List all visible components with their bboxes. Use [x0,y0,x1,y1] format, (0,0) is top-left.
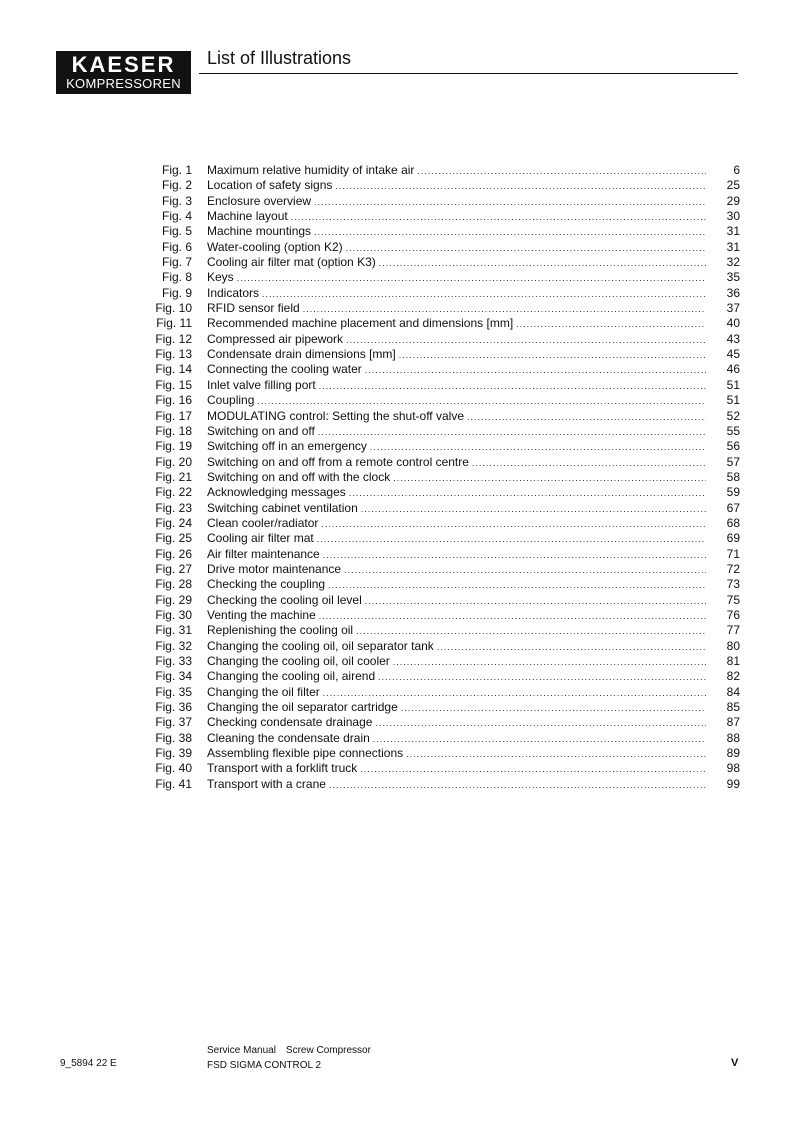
dot-leader [370,440,706,455]
figure-title: Maximum relative humidity of intake air [207,163,415,177]
figure-label: Fig. 14 [155,362,192,377]
figure-page-number: 51 [726,377,740,392]
figure-title-wrap [207,501,706,517]
figure-title-wrap [207,301,706,317]
dot-leader [319,609,706,624]
figure-page-number: 43 [726,331,740,346]
figure-title: Checking condensate drainage [207,715,373,730]
toc-entry[interactable] [140,485,740,500]
figure-title: Checking the cooling oil level [207,592,362,607]
illustrations-list [140,163,740,792]
dot-leader [417,164,706,179]
dot-leader [393,655,706,670]
document-number: 9_5894 22 E [60,1058,117,1069]
figure-label: Fig. 30 [155,607,192,622]
toc-entry[interactable] [140,424,740,439]
figure-page-number: 87 [726,715,740,730]
figure-page-number: 57 [726,454,740,469]
dot-leader [314,225,706,240]
toc-entry[interactable] [140,593,740,608]
figure-title-wrap [207,255,706,271]
figure-title-wrap [207,639,706,655]
figure-page-number: 58 [726,469,740,484]
figure-page-number: 51 [726,393,740,408]
dot-leader [349,486,706,501]
figure-title-wrap [207,761,706,777]
figure-page-number: 25 [726,178,740,193]
figure-title: MODULATING control: Setting the shut-off valve [207,408,464,423]
figure-title-wrap [207,209,706,225]
figure-title: Recommended machine placement and dimensions [mm] [207,316,514,331]
figure-page-number: 29 [726,193,740,208]
figure-title: Drive motor maintenance [207,561,342,576]
figure-title-wrap [207,332,706,348]
toc-entry[interactable] [140,531,740,546]
figure-title-wrap [207,777,706,793]
figure-page-number: 56 [726,439,740,454]
figure-title-wrap [207,485,706,501]
figure-label: Fig. 22 [155,485,192,500]
figure-title: Switching on and off from a remote control centre [207,454,469,469]
figure-title-wrap [207,455,706,471]
manual-type: Service Manual [207,1045,276,1056]
figure-page-number: 72 [726,561,740,576]
figure-label: Fig. 10 [155,301,192,316]
toc-entry[interactable] [140,715,740,730]
figure-title: Changing the cooling oil, airend [207,669,376,684]
figure-label: Fig. 9 [161,285,192,300]
figure-label: Fig. 2 [161,178,192,193]
figure-label: Fig. 41 [155,776,192,791]
dot-leader [467,410,706,425]
figure-page-number: 46 [726,362,740,377]
figure-title-wrap [207,685,706,701]
figure-label: Fig. 40 [155,761,192,776]
kaeser-logo [56,51,191,94]
toc-entry[interactable] [140,409,740,424]
figure-label: Fig. 17 [155,408,192,423]
figure-title: Coupling [207,393,255,408]
toc-entry[interactable] [140,654,740,669]
figure-title: Cooling air filter mat [207,531,314,546]
figure-label: Fig. 11 [156,316,192,331]
toc-entry[interactable] [140,501,740,516]
dot-leader [360,762,706,777]
toc-entry[interactable] [140,163,740,178]
figure-title-wrap [207,178,706,194]
dot-leader [346,333,706,348]
toc-entry[interactable] [140,209,740,224]
dot-leader [262,287,706,302]
figure-title-wrap [207,669,706,685]
figure-label: Fig. 23 [155,500,192,515]
figure-label: Fig. 36 [155,700,192,715]
figure-label: Fig. 19 [155,439,192,454]
figure-title-wrap [207,593,706,609]
dot-leader [346,241,706,256]
figure-label: Fig. 38 [155,730,192,745]
figure-label: Fig. 13 [155,347,192,362]
figure-page-number: 75 [726,592,740,607]
toc-entry[interactable] [140,761,740,776]
figure-page-number: 40 [726,316,740,331]
toc-entry[interactable] [140,286,740,301]
figure-title-wrap [207,746,706,762]
dot-leader [361,502,706,517]
figure-title-wrap [207,163,706,179]
figure-title-wrap [207,470,706,486]
toc-entry[interactable] [140,393,740,408]
figure-title: Replenishing the cooling oil [207,623,354,638]
figure-title: Enclosure overview [207,193,312,208]
toc-entry[interactable] [140,516,740,531]
figure-page-number: 36 [726,285,740,300]
dot-leader [406,747,706,762]
figure-label: Fig. 33 [155,654,192,668]
figure-label: Fig. 18 [155,423,192,438]
figure-label: Fig. 6 [161,239,192,254]
toc-entry[interactable] [140,685,740,700]
figure-title-wrap [207,194,706,210]
dot-leader [318,425,706,440]
figure-title-wrap [207,424,706,440]
figure-title: Machine layout [207,209,288,224]
title-divider [199,73,738,74]
figure-page-number: 35 [726,270,740,285]
dot-leader [323,686,706,701]
figure-page-number: 98 [726,761,740,776]
figure-page-number: 71 [726,546,740,561]
figure-label: Fig. 34 [155,669,192,684]
figure-label: Fig. 26 [155,546,192,561]
toc-entry[interactable] [140,639,740,654]
toc-entry[interactable] [140,332,740,347]
figure-title-wrap [207,347,706,363]
figure-title-wrap [207,439,706,455]
toc-entry[interactable] [140,455,740,470]
figure-title: Condensate drain dimensions [mm] [207,347,396,362]
figure-page-number: 55 [726,423,740,438]
toc-entry[interactable] [140,270,740,285]
figure-label: Fig. 7 [161,255,192,270]
toc-entry[interactable] [140,224,740,239]
figure-title-wrap [207,240,706,256]
figure-title: Indicators [207,285,260,300]
toc-entry[interactable] [140,547,740,562]
dot-leader [516,317,706,332]
figure-title: Clean cooler/radiator [207,515,319,530]
dot-leader [375,716,706,731]
toc-entry[interactable] [140,240,740,255]
figure-label: Fig. 21 [155,469,192,484]
figure-page-number: 6 [733,163,740,177]
figure-page-number: 77 [726,623,740,638]
figure-label: Fig. 28 [155,577,192,592]
figure-title: Venting the machine [207,607,316,622]
figure-title-wrap [207,286,706,302]
figure-title: Connecting the cooling water [207,362,362,377]
dot-leader [379,256,706,271]
dot-leader [373,732,706,747]
dot-leader [323,548,706,563]
dot-leader [365,363,706,378]
figure-label: Fig. 20 [155,454,192,469]
figure-title: Changing the oil filter [207,684,320,699]
figure-page-number: 99 [726,776,740,791]
toc-entry[interactable] [140,700,740,715]
figure-title-wrap [207,623,706,639]
figure-page-number: 67 [726,500,740,515]
figure-label: Fig. 39 [155,746,192,761]
figure-page-number: 81 [726,654,740,668]
dot-leader [365,594,706,609]
figure-page-number: 30 [726,209,740,224]
figure-title: Transport with a forklift truck [207,761,358,776]
figure-title-wrap [207,316,706,332]
figure-title-wrap [207,362,706,378]
dot-leader [344,563,706,578]
figure-title: Acknowledging messages [207,485,346,500]
toc-entry[interactable] [140,178,740,193]
toc-entry[interactable] [140,362,740,377]
figure-label: Fig. 1 [161,163,192,177]
figure-title-wrap [207,715,706,731]
figure-label: Fig. 12 [155,331,192,346]
toc-entry[interactable] [140,731,740,746]
figure-page-number: 73 [726,577,740,592]
figure-page-number: 59 [726,485,740,500]
toc-entry[interactable] [140,562,740,577]
toc-entry[interactable] [140,301,740,316]
figure-title: Machine mountings [207,224,312,239]
figure-title: Changing the oil separator cartridge [207,700,398,715]
figure-title: Switching on and off with the clock [207,469,391,484]
figure-title: Switching on and off [207,423,315,438]
figure-title-wrap [207,224,706,240]
dot-leader [257,394,706,409]
figure-title-wrap [207,409,706,425]
toc-entry[interactable] [140,194,740,209]
figure-label: Fig. 29 [155,592,192,607]
dot-leader [356,624,706,639]
figure-page-number: 68 [726,515,740,530]
figure-page-number: 84 [726,684,740,699]
figure-page-number: 80 [726,638,740,653]
figure-title: Keys [207,270,234,285]
logo-wordmark: KAESER [71,52,176,77]
figure-label: Fig. 15 [155,377,192,392]
figure-page-number: 31 [726,224,740,239]
figure-page-number: 82 [726,669,740,684]
toc-entry[interactable] [140,347,740,362]
toc-entry[interactable] [140,255,740,270]
figure-title: Assembling flexible pipe connections [207,746,404,761]
toc-entry[interactable] [140,470,740,485]
figure-page-number: 52 [726,408,740,423]
dot-leader [314,195,706,210]
figure-title-wrap [207,577,706,593]
figure-label: Fig. 31 [155,623,192,638]
dot-leader [437,640,706,655]
figure-title-wrap [207,654,706,670]
toc-entry[interactable] [140,577,740,592]
figure-title-wrap [207,547,706,563]
figure-title: Cooling air filter mat (option K3) [207,255,376,270]
figure-title-wrap [207,608,706,624]
toc-entry[interactable] [140,316,740,331]
dot-leader [335,179,706,194]
figure-title: Air filter maintenance [207,546,320,561]
toc-entry[interactable] [140,608,740,623]
dot-leader [393,471,706,486]
page-number: V [731,1057,739,1069]
dot-leader [378,670,706,685]
figure-label: Fig. 16 [155,393,192,408]
dot-leader [303,302,706,317]
figure-label: Fig. 4 [161,209,192,224]
figure-title: Checking the coupling [207,577,326,592]
figure-title: Changing the cooling oil, oil cooler [207,654,390,668]
dot-leader [291,210,706,225]
figure-title-wrap [207,270,706,286]
figure-title-wrap [207,378,706,394]
dot-leader [237,271,706,286]
figure-title: Switching cabinet ventilation [207,500,358,515]
toc-entry[interactable] [140,378,740,393]
figure-title: Transport with a crane [207,776,326,791]
dot-leader [401,701,706,716]
toc-entry[interactable] [140,746,740,761]
figure-title: RFID sensor field [207,301,300,316]
figure-label: Fig. 27 [155,561,192,576]
figure-page-number: 31 [726,239,740,254]
dot-leader [321,517,706,532]
toc-entry[interactable] [140,777,740,792]
dot-leader [399,348,706,363]
figure-title: Location of safety signs [207,178,333,193]
figure-page-number: 76 [726,607,740,622]
figure-label: Fig. 5 [161,224,192,239]
figure-label: Fig. 24 [155,515,192,530]
figure-title-wrap [207,516,706,532]
product-name: FSD SIGMA CONTROL 2 [207,1060,322,1071]
figure-title: Changing the cooling oil, oil separator tank [207,638,434,653]
dot-leader [328,578,706,593]
figure-label: Fig. 35 [155,684,192,699]
logo-subtitle: KOMPRESSOREN [66,76,181,91]
figure-title: Water-cooling (option K2) [207,239,343,254]
figure-label: Fig. 25 [155,531,192,546]
figure-title-wrap [207,731,706,747]
figure-page-number: 85 [726,700,740,715]
figure-title-wrap [207,531,706,547]
figure-page-number: 89 [726,746,740,761]
toc-entry[interactable] [140,623,740,638]
figure-page-number: 45 [726,347,740,362]
page-title: List of Illustrations [207,48,352,68]
figure-title-wrap [207,562,706,578]
footer-product-info [207,1043,371,1073]
figure-title-wrap [207,700,706,716]
dot-leader [319,379,706,394]
figure-label: Fig. 32 [155,638,192,653]
figure-page-number: 88 [726,730,740,745]
toc-entry[interactable] [140,669,740,684]
figure-title: Switching off in an emergency [207,439,367,454]
figure-label: Fig. 37 [155,715,192,730]
product-type: Screw Compressor [285,1045,371,1056]
figure-page-number: 32 [726,255,740,270]
figure-page-number: 37 [726,301,740,316]
figure-title: Inlet valve filling port [207,377,316,392]
dot-leader [329,778,706,793]
figure-title: Cleaning the condensate drain [207,730,370,745]
dot-leader [472,456,706,471]
figure-title: Compressed air pipework [207,331,344,346]
dot-leader [317,532,706,547]
figure-label: Fig. 8 [161,270,192,285]
toc-entry[interactable] [140,439,740,454]
figure-label: Fig. 3 [161,193,192,208]
figure-title-wrap [207,393,706,409]
figure-page-number: 69 [726,531,740,546]
